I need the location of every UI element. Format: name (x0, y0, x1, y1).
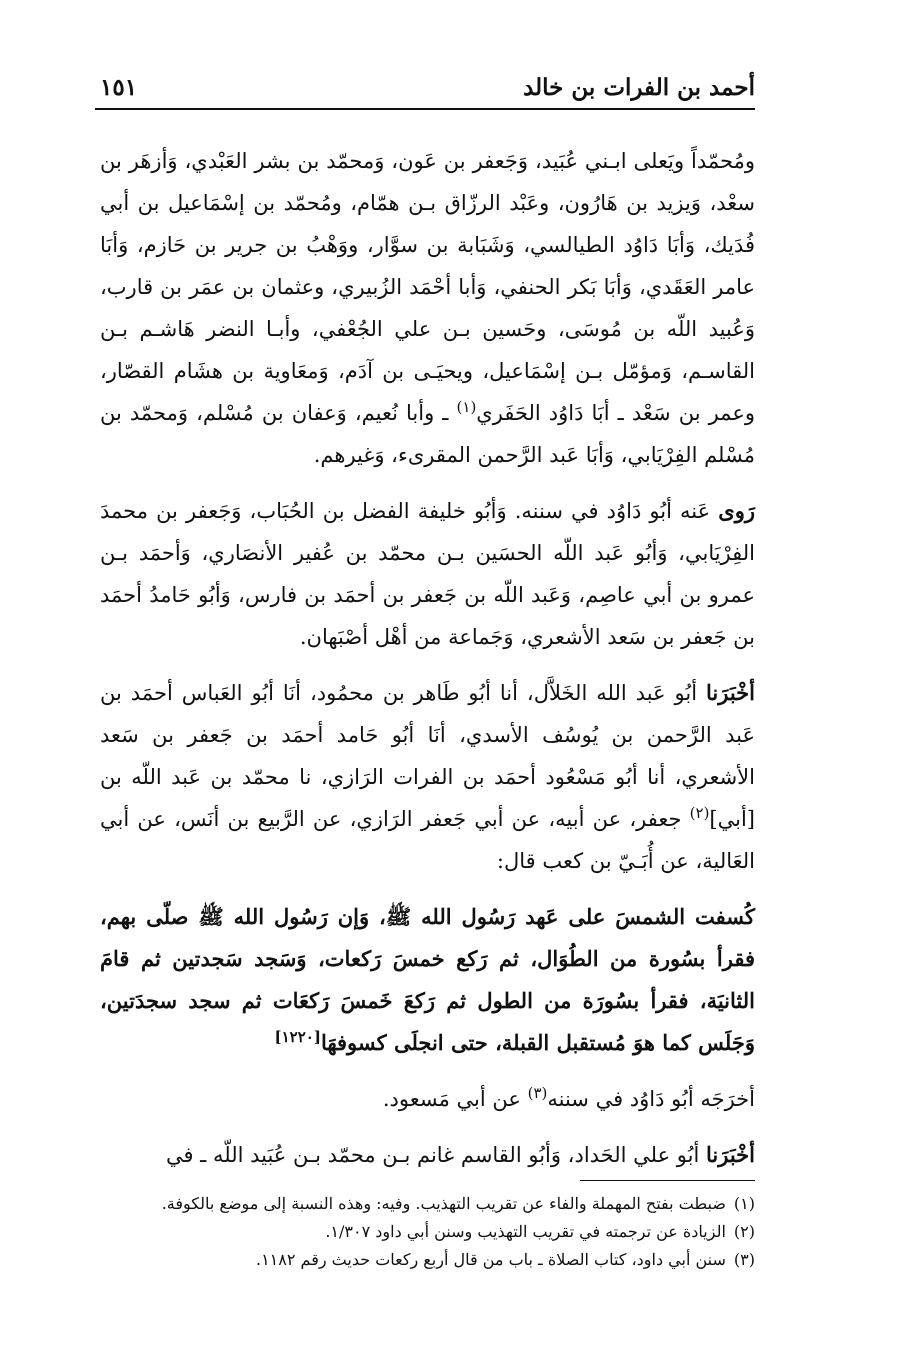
footnote-ref-2: (٢) (689, 804, 710, 822)
paragraph-takhrij (100, 1078, 755, 1120)
footnotes (100, 1190, 755, 1274)
main-text (100, 140, 755, 1190)
footnote-number: (٢) (733, 1222, 755, 1241)
paragraph-text: عَنه أبُو دَاوُد في سننه. وَأبُو خليفة الفضل بن الحُبَاب، وَجَعفر بن محمدَ الفِرْيَابي، وَأبُو عَبد اللّه الحسَين بـن محمّد بن عُفير الأنصَاري، وَأحمَد بـن عمرو بن أبي عاصِم، وَعَبد اللّه بن جَعفر بن أحمَد بن فارس، وَأبُو حَامدُ أحمَد بن جَعفر بن سَعد الأشعري، وَجَماعة من أهْل أصْبَهان. (100, 499, 755, 649)
hadith-text (100, 896, 755, 1064)
footnote-item (100, 1190, 755, 1218)
paragraph-lead-word: أخْبَرَنا (706, 1142, 755, 1167)
paragraph-teachers (100, 140, 755, 476)
footnote-item (100, 1218, 755, 1246)
running-title: أحمد بن الفرات بن خالد (523, 73, 755, 101)
footnote-item (100, 1246, 755, 1274)
paragraph-text: أخرَجَه أبُو دَاوُد في سننه (547, 1087, 755, 1111)
running-header (100, 70, 755, 104)
paragraph-text: جعفر، عن أبيه، عن أبي جَعفر الرَازي، عن الرَّبيع بن أنَس، عن أبي العَالية، عن أُبَـيّ بن كعب قال: (100, 807, 755, 873)
paragraph-lead-word: رَوى (718, 498, 755, 523)
footnote-ref-3: (٣) (527, 1084, 548, 1102)
hadith-number: [١٢٢٠] (274, 1028, 321, 1046)
paragraph-lead-word: أخْبَرَنا (706, 680, 755, 705)
footnote-text: سنن أبي داود، كتاب الصلاة ـ باب من قال أربع ركعات حديث رقم ١١٨٢. (255, 1250, 726, 1269)
footnote-rule (580, 1180, 755, 1181)
header-rule (95, 108, 755, 110)
paragraph-text: أبُو علي الحَداد، وَأبُو القاسم غانم بـن محمّد بـن عُبَيد اللّه ـ في (165, 1143, 707, 1167)
footnote-number: (٣) (733, 1250, 755, 1269)
page-number: ١٥١ (100, 73, 138, 101)
hadith-body: كُسفت الشمسَ على عَهد رَسُول الله ﷺ، وَإن رَسُول الله ﷺ صلّى بهم، فقرأ بسُورة من الطُوَال، ثم رَكع خمسَ رَكعات، وَسَجد سَجدتين ثم قامَ الثانيَة، فقرأ بسُورَة من الطول ثم رَكعَ خَمسَ رَكعَات ثم سجد سجدَتين، وَجَلَس كما هوَ مُستقبل القبلة، حتى انجلَى كسوفهَا (100, 904, 755, 1055)
footnote-ref-1: (١) (456, 398, 477, 416)
paragraph-isnad-2 (100, 1134, 755, 1176)
paragraph-text: ـ وأبا نُعيم، وَعفان بن مُسْلم، وَمحمّد بن مُسْلم الفِرْيَابي، وَأبَا عَبد الرَّحمن المقرىء، وَغيرهم. (100, 401, 755, 467)
paragraph-students (100, 490, 755, 658)
footnote-text: الزيادة عن ترجمته في تقريب التهذيب وسنن أبي داود ١/٣٠٧. (325, 1222, 726, 1241)
paragraph-isnad (100, 672, 755, 882)
paragraph-text: عن أبي مَسعود. (382, 1087, 528, 1111)
paragraph-text: ومُحمّداً ويَعلى ابـني عُبَيد، وَجَعفر بن عَون، وَمحمّد بن بشر العَبْدي، وَأزهَر بن سعْد، وَيزيد بن هَارُون، وعَبْد الرزّاق بـن همّام، ومُحمّد بن إسْمَاعيل بن أبي فُدَيك، وَأبَا دَاوُد الطيالسي، وَشَبَابة بن سوَّار، ووَهْبُ بن جرير بن حَازم، وَأبَا عامر العَقَدي، وَأبَا بَكر الحنفي، وَأبا أحْمَد الزُبيري، وعثمان بن عمَر بن قارب، وَعُبيد اللّه بن مُوسَى، وحَسين بـن علي الجُعْفي، وأبـا النضر هَاشـم بـن القاسـم، وَمؤمّل بـن إسْمَاعيل، ويحيَـى بن آدَم، وَمعَاوية بن هشَام القصّار، وعمر بن سَعْد ـ أبَا دَاوُد الحَفَري (100, 149, 755, 425)
footnote-number: (١) (733, 1194, 755, 1213)
paragraph-text: أبُو عَبد الله الخَلاَّل، أنا أبُو طَاهر بن محمُود، أنَا أبُو العَباس أحمَد بن عَبد الرَّحمن بن يُوسُف الأسدي، أنَا أبُو حَامد أحمَد بن جَعفر بن سَعد الأشعري، أنا أبُو مَسْعُود أحمَد بن الفرات الرَازي، نا محمّد بن عَبد اللّه بن [أبي] (100, 681, 755, 831)
footnote-text: ضبطت بفتح المهملة والفاء عن تقريب التهذيب. وفيه: وهذه النسبة إلى موضع بالكوفة. (161, 1194, 726, 1213)
